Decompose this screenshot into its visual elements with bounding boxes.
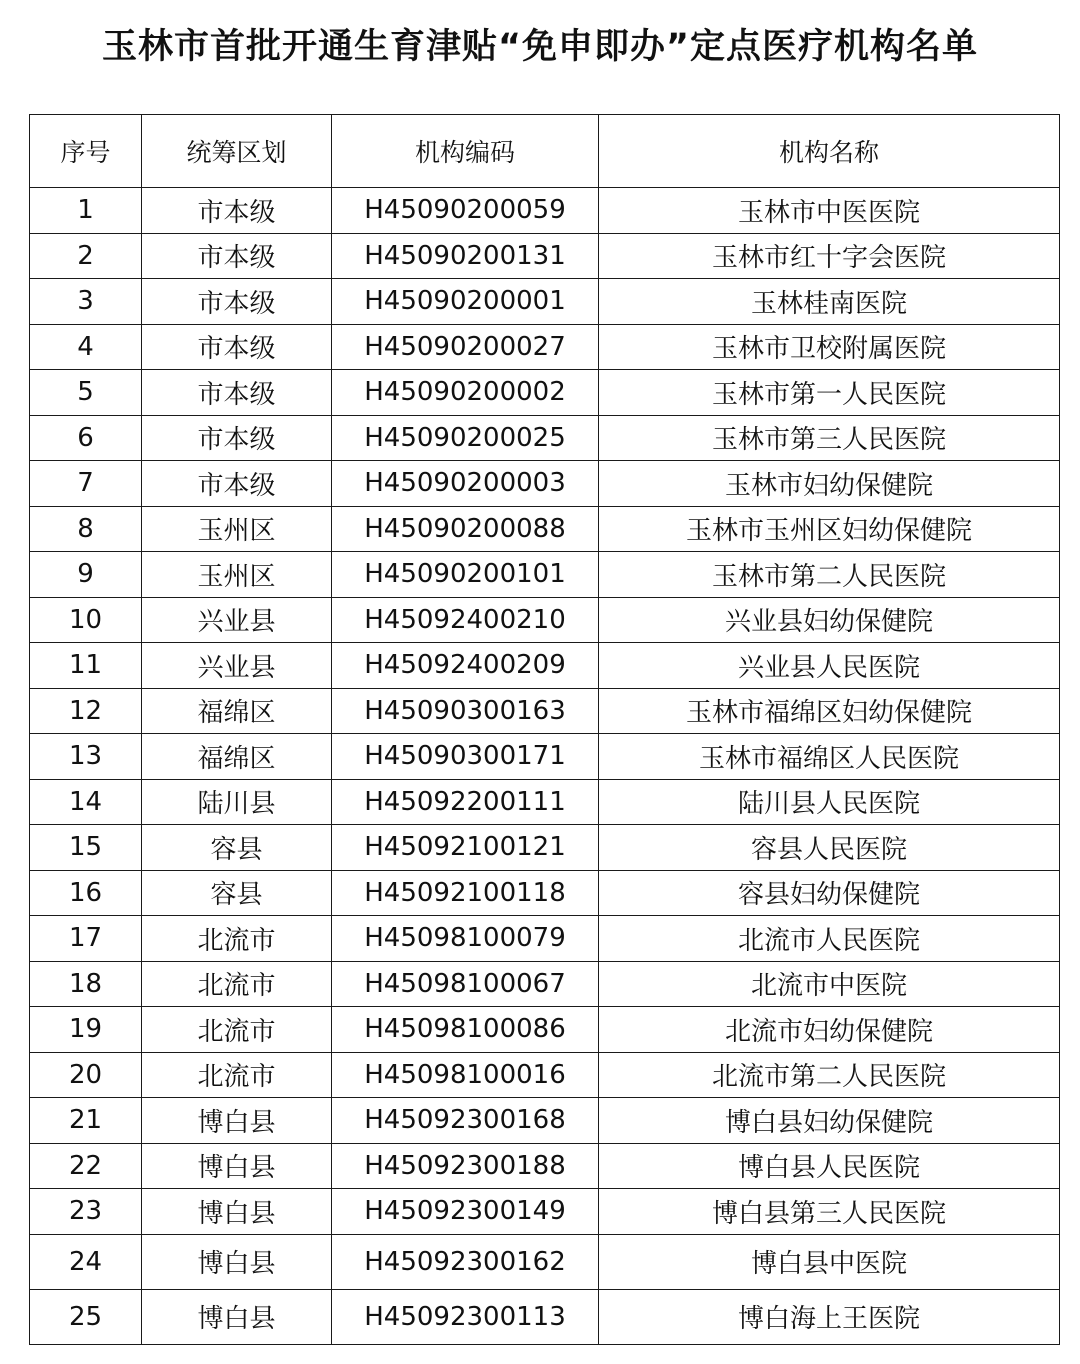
cell-name: 玉林市第三人民医院 <box>599 415 1060 461</box>
cell-code: H45098100067 <box>332 961 599 1007</box>
cell-name: 玉林市第一人民医院 <box>599 370 1060 416</box>
cell-index: 14 <box>30 779 142 825</box>
cell-code: H45092300149 <box>332 1189 599 1235</box>
cell-name: 玉林市妇幼保健院 <box>599 461 1060 507</box>
cell-index: 16 <box>30 870 142 916</box>
table-row <box>30 825 1060 871</box>
header-code: 机构编码 <box>332 115 599 188</box>
header-region: 统筹区划 <box>142 115 332 188</box>
table-row <box>30 688 1060 734</box>
cell-code: H45092400210 <box>332 597 599 643</box>
cell-index: 10 <box>30 597 142 643</box>
cell-code: H45090200025 <box>332 415 599 461</box>
cell-index: 23 <box>30 1189 142 1235</box>
cell-region: 市本级 <box>142 188 332 234</box>
cell-index: 15 <box>30 825 142 871</box>
cell-name: 北流市第二人民医院 <box>599 1052 1060 1098</box>
cell-code: H45092200111 <box>332 779 599 825</box>
cell-region: 市本级 <box>142 279 332 325</box>
table-header-row <box>30 115 1060 188</box>
cell-code: H45092300113 <box>332 1289 599 1344</box>
table-row <box>30 415 1060 461</box>
cell-index: 17 <box>30 916 142 962</box>
cell-name: 玉林桂南医院 <box>599 279 1060 325</box>
cell-region: 兴业县 <box>142 597 332 643</box>
table-row <box>30 552 1060 598</box>
table-row <box>30 233 1060 279</box>
cell-region: 北流市 <box>142 1007 332 1053</box>
cell-name: 北流市中医院 <box>599 961 1060 1007</box>
cell-name: 陆川县人民医院 <box>599 779 1060 825</box>
cell-name: 玉林市中医医院 <box>599 188 1060 234</box>
cell-index: 1 <box>30 188 142 234</box>
table-row <box>30 461 1060 507</box>
cell-code: H45098100016 <box>332 1052 599 1098</box>
table-row <box>30 870 1060 916</box>
cell-name: 博白县中医院 <box>599 1234 1060 1289</box>
table-row <box>30 1143 1060 1189</box>
cell-name: 玉林市福绵区人民医院 <box>599 734 1060 780</box>
cell-name: 博白县妇幼保健院 <box>599 1098 1060 1144</box>
institution-table <box>29 114 1060 1345</box>
cell-region: 北流市 <box>142 961 332 1007</box>
cell-name: 玉林市第二人民医院 <box>599 552 1060 598</box>
cell-code: H45092300168 <box>332 1098 599 1144</box>
cell-index: 2 <box>30 233 142 279</box>
cell-region: 福绵区 <box>142 734 332 780</box>
cell-name: 兴业县人民医院 <box>599 643 1060 689</box>
cell-code: H45092100118 <box>332 870 599 916</box>
cell-name: 容县妇幼保健院 <box>599 870 1060 916</box>
cell-index: 3 <box>30 279 142 325</box>
cell-index: 6 <box>30 415 142 461</box>
cell-name: 玉林市卫校附属医院 <box>599 324 1060 370</box>
cell-name: 玉林市红十字会医院 <box>599 233 1060 279</box>
cell-code: H45090300171 <box>332 734 599 780</box>
table-row <box>30 279 1060 325</box>
cell-code: H45090200003 <box>332 461 599 507</box>
cell-index: 12 <box>30 688 142 734</box>
cell-region: 博白县 <box>142 1143 332 1189</box>
cell-index: 9 <box>30 552 142 598</box>
table-row <box>30 1189 1060 1235</box>
table-row <box>30 779 1060 825</box>
cell-index: 19 <box>30 1007 142 1053</box>
cell-index: 20 <box>30 1052 142 1098</box>
cell-name: 博白县人民医院 <box>599 1143 1060 1189</box>
table-row <box>30 1052 1060 1098</box>
cell-region: 市本级 <box>142 461 332 507</box>
cell-index: 18 <box>30 961 142 1007</box>
cell-name: 玉林市福绵区妇幼保健院 <box>599 688 1060 734</box>
table-row <box>30 506 1060 552</box>
cell-index: 11 <box>30 643 142 689</box>
table-row <box>30 961 1060 1007</box>
table-row <box>30 1289 1060 1344</box>
table-row <box>30 734 1060 780</box>
cell-region: 市本级 <box>142 233 332 279</box>
cell-region: 陆川县 <box>142 779 332 825</box>
cell-code: H45090200131 <box>332 233 599 279</box>
cell-region: 容县 <box>142 870 332 916</box>
cell-region: 博白县 <box>142 1098 332 1144</box>
cell-code: H45090200059 <box>332 188 599 234</box>
cell-region: 容县 <box>142 825 332 871</box>
cell-region: 市本级 <box>142 370 332 416</box>
table-row <box>30 1007 1060 1053</box>
cell-region: 博白县 <box>142 1289 332 1344</box>
cell-code: H45092400209 <box>332 643 599 689</box>
cell-code: H45098100086 <box>332 1007 599 1053</box>
table-body <box>30 188 1060 1345</box>
cell-region: 市本级 <box>142 415 332 461</box>
cell-region: 福绵区 <box>142 688 332 734</box>
cell-code: H45098100079 <box>332 916 599 962</box>
table-row <box>30 188 1060 234</box>
cell-name: 博白县第三人民医院 <box>599 1189 1060 1235</box>
table-row <box>30 1234 1060 1289</box>
cell-name: 博白海上王医院 <box>599 1289 1060 1344</box>
cell-region: 博白县 <box>142 1189 332 1235</box>
cell-region: 玉州区 <box>142 506 332 552</box>
cell-region: 北流市 <box>142 1052 332 1098</box>
cell-code: H45090200002 <box>332 370 599 416</box>
cell-region: 北流市 <box>142 916 332 962</box>
cell-code: H45092100121 <box>332 825 599 871</box>
cell-code: H45092300188 <box>332 1143 599 1189</box>
cell-code: H45090300163 <box>332 688 599 734</box>
cell-name: 北流市妇幼保健院 <box>599 1007 1060 1053</box>
cell-index: 21 <box>30 1098 142 1144</box>
cell-code: H45090200027 <box>332 324 599 370</box>
table-row <box>30 643 1060 689</box>
cell-index: 13 <box>30 734 142 780</box>
cell-index: 25 <box>30 1289 142 1344</box>
cell-code: H45092300162 <box>332 1234 599 1289</box>
header-index: 序号 <box>30 115 142 188</box>
cell-index: 7 <box>30 461 142 507</box>
cell-code: H45090200101 <box>332 552 599 598</box>
table-row <box>30 1098 1060 1144</box>
cell-index: 4 <box>30 324 142 370</box>
table-row <box>30 916 1060 962</box>
cell-index: 22 <box>30 1143 142 1189</box>
table-row <box>30 370 1060 416</box>
cell-region: 兴业县 <box>142 643 332 689</box>
table-row <box>30 324 1060 370</box>
cell-index: 24 <box>30 1234 142 1289</box>
header-name: 机构名称 <box>599 115 1060 188</box>
cell-region: 市本级 <box>142 324 332 370</box>
table-row <box>30 597 1060 643</box>
cell-region: 博白县 <box>142 1234 332 1289</box>
document-title: 玉林市首批开通生育津贴“免申即办”定点医疗机构名单 <box>101 27 978 67</box>
cell-name: 玉林市玉州区妇幼保健院 <box>599 506 1060 552</box>
cell-index: 5 <box>30 370 142 416</box>
cell-code: H45090200001 <box>332 279 599 325</box>
cell-name: 容县人民医院 <box>599 825 1060 871</box>
cell-name: 兴业县妇幼保健院 <box>599 597 1060 643</box>
cell-index: 8 <box>30 506 142 552</box>
cell-name: 北流市人民医院 <box>599 916 1060 962</box>
cell-code: H45090200088 <box>332 506 599 552</box>
cell-region: 玉州区 <box>142 552 332 598</box>
